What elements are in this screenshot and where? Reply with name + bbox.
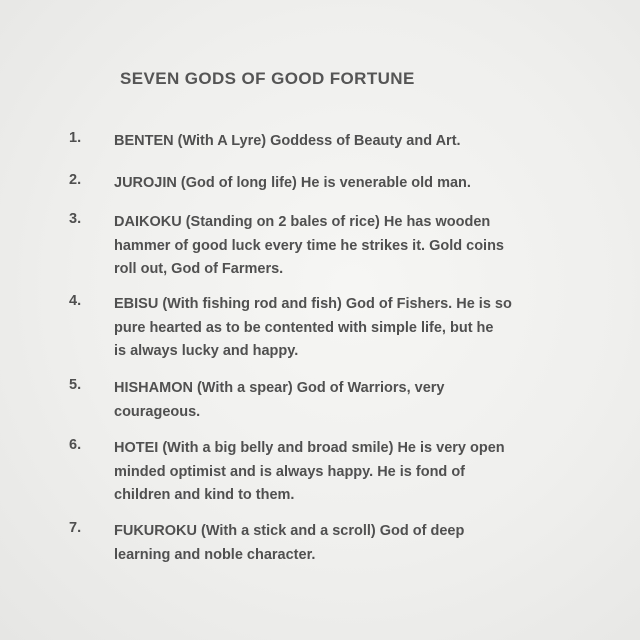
item-line: roll out, God of Farmers.	[114, 261, 284, 277]
item-line: JUROJIN (God of long life) He is venerable old man.	[114, 175, 471, 191]
item-line: children and kind to them.	[114, 487, 295, 503]
item-text	[114, 211, 584, 282]
document-title: SEVEN GODS OF GOOD FORTUNE	[120, 69, 415, 88]
item-text	[114, 130, 584, 154]
item-line: minded optimist and is always happy. He is fond of	[114, 463, 466, 480]
item-number: 2.	[69, 172, 82, 188]
item-number: 1.	[69, 130, 82, 146]
item-line: hammer of good luck every time he strikes it. Gold coins	[114, 237, 504, 254]
item-text	[114, 377, 584, 424]
item-line: DAIKOKU (Standing on 2 bales of rice) He has wooden	[114, 214, 491, 230]
item-number: 6.	[69, 437, 82, 453]
item-line: BENTEN (With A Lyre) Goddess of Beauty and Art.	[114, 133, 461, 149]
item-line: HOTEI (With a big belly and broad smile) He is very open	[114, 440, 505, 456]
item-number: 5.	[69, 377, 82, 393]
item-number: 7.	[69, 520, 82, 536]
item-text	[114, 437, 584, 508]
item-line: is always lucky and happy.	[114, 343, 299, 359]
item-text	[114, 293, 584, 364]
item-number: 3.	[69, 211, 82, 227]
item-line: pure hearted as to be contented with simple life, but he	[114, 319, 494, 336]
item-line: EBISU (With fishing rod and fish) God of Fishers. He is so	[114, 296, 512, 312]
item-text	[114, 172, 584, 196]
item-number: 4.	[69, 293, 82, 309]
item-line: HISHAMON (With a spear) God of Warriors, very	[114, 380, 445, 396]
item-text	[114, 520, 584, 567]
item-line: courageous.	[114, 403, 201, 420]
item-line: FUKUROKU (With a stick and a scroll) God of deep	[114, 523, 465, 539]
item-line: learning and noble character.	[114, 546, 316, 563]
